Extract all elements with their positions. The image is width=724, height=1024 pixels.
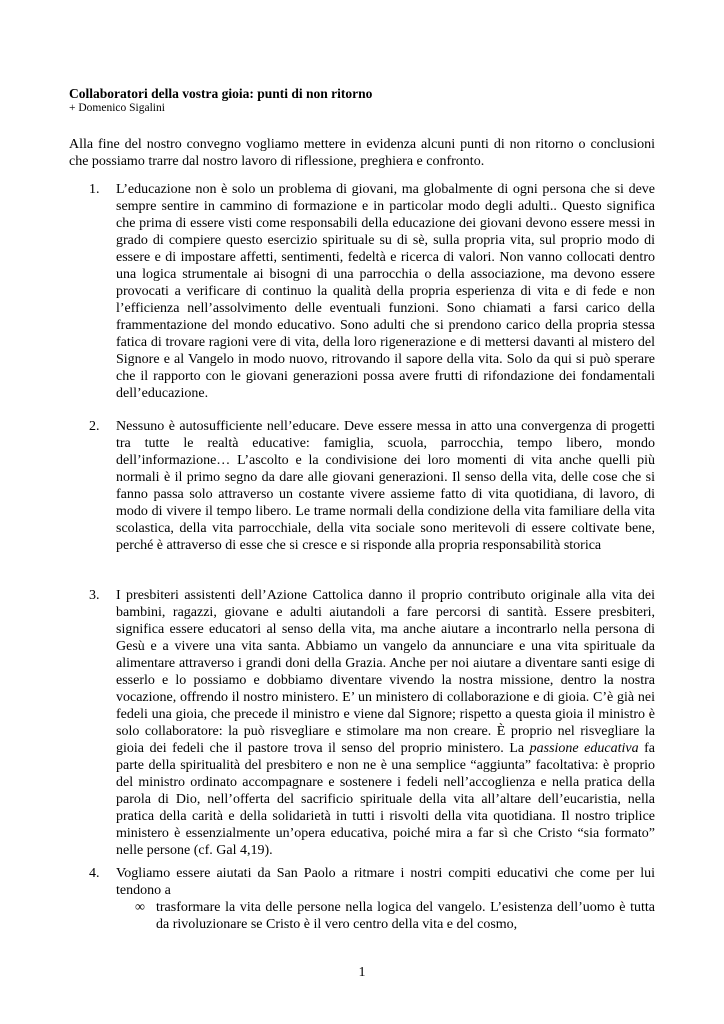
list-item-4 <box>89 865 655 899</box>
list-item-text: L’educazione non è solo un problema di giovani, ma globalmente di ogni persona che si deve sempre sentire in cammino di formazione e in particolar modo degli adulti.. Questo significa che prima di essere visti come responsabili della educazione dei giovani devono essere messi in grado di compiere questo esercizio spirituale su di sè, sulla propria vita, sul proprio modo di essere e di impostare affetti, sentimenti, fedeltà e ricerca di valori. Non vanno collocati dentro una logica strumentale ai bisogni di una parrocchia o della associazione, ma devono essere provocati a verificare di continuo la qualità della propria esperienza di vita e di fede e non l’efficienza nell’assolvimento delle eventuali funzioni. Sono chiamati a farsi carico della frammentazione del mondo educativo. Sono adulti che si prendono carico della propria stessa fatica di trovare ragioni vere di vita, della loro rigenerazione e di mettersi davanti al mistero del Signore e al Vangelo in modo nuovo, ritrovando il sapore della vita. Solo da qui si può sperare che il rapporto con le giovani generazioni possa avere frutti di rifondazione dei fondamentali dell’educazione. <box>116 182 655 401</box>
document-title: Collaboratori della vostra gioia: punti di non ritorno <box>69 86 373 101</box>
document-author: + Domenico Sigalini <box>69 102 165 114</box>
list-item-text: Nessuno è autosufficiente nell’educare. Deve essere messa in atto una convergenza di progetti tra tutte le realtà educative: famiglia, scuola, parrocchia, tempo libero, mondo dell’informazione… L’ascolto e la condivisione dei loro momenti di vita anche quelli più normali è il primo segno da dare alle giovani generazioni. Il senso della vita, delle cose che si fanno passa solo attraverso un costante vivere assieme fatto di vita quotidiana, di lavoro, di modo di vivere il tempo libero. Le trame normali della condizione della vita familiare della vita scolastica, della vita parrocchiale, della vita sociale sono meritevoli di essere coltivate bene, perché è attraverso di esse che si cresce e si risponde alla propria responsabilità storica <box>116 419 655 553</box>
list-item-text-part-b: fa parte della spiritualità del presbitero e non ne è una semplice “aggiunta” facoltativa: è proprio del ministro ordinato accompagnare e sostenere i fedeli nell’accoglienza e nella pratica della parola di Dio, nell’offerta del sacrificio spirituale della vita all’altare dell’eucaristia, nella pratica della carità e della solidarietà in tutti i risvolti della vita quotidiana. Il nostro triplice ministero è essenzialmente un’opera educativa, poiché mira a far sì che Cristo “sia formato” nelle persone (cf. Gal 4,19). <box>116 741 655 858</box>
list-item-text-part-a: I presbiteri assistenti dell’Azione Cattolica danno il proprio contributo originale alla vita dei bambini, ragazzi, giovane e adulti aiutandoli a fare percorsi di santità. Essere presbiteri, significa essere educatori al senso della vita, ma anche aiutare a incontrarlo nella persona di Gesù e a vivere una vita santa. Abbiamo un vangelo da annunciare e una vita spirituale da alimentare attraverso i grandi doni della Grazia. Anche per noi aiutare a diventare santi esige di esserlo e lo possiamo e dobbiamo diventare vivendo la nostra missione, dentro la nostra vocazione, offrendo il nostro ministero. E’ un ministero di collaborazione e di gioia. C’è già nei fedeli una gioia, che precede il ministro e viene dal Signore; rispetto a questa gioia il ministro è solo collaboratore: la può risvegliare e stimolare ma non creare. È proprio nel risvegliare la gioia dei fedeli che il pastore trova il senso del proprio ministero. La <box>116 588 655 756</box>
page-number: 1 <box>358 965 366 980</box>
intro-paragraph: Alla fine del nostro convegno vogliamo mettere in evidenza alcuni punti di non ritorno o conclusioni che possiamo trarre dal nostro lavoro di riflessione, preghiera e confronto. <box>69 137 655 169</box>
list-item-3 <box>89 587 655 859</box>
infinity-bullet-icon: ∞ <box>135 900 145 915</box>
list-item-number: 2. <box>89 419 100 434</box>
list-item-emphasis: passione educativa <box>529 741 639 756</box>
list-item-2 <box>89 418 655 554</box>
sub-list-item-text: trasformare la vita delle persone nella logica del vangelo. L’esistenza dell’uomo è tutta da rivoluzionare se Cristo è il vero centro della vita e del cosmo, <box>156 900 655 932</box>
list-item-text: Vogliamo essere aiutati da San Paolo a ritmare i nostri compiti educativi che come per lui tendono a <box>116 866 655 898</box>
list-item-number: 3. <box>89 588 100 603</box>
sub-list-item <box>135 899 655 933</box>
list-item-number: 1. <box>89 182 100 197</box>
list-item-number: 4. <box>89 866 100 881</box>
list-item-text <box>116 587 655 859</box>
list-item-1 <box>89 181 655 402</box>
